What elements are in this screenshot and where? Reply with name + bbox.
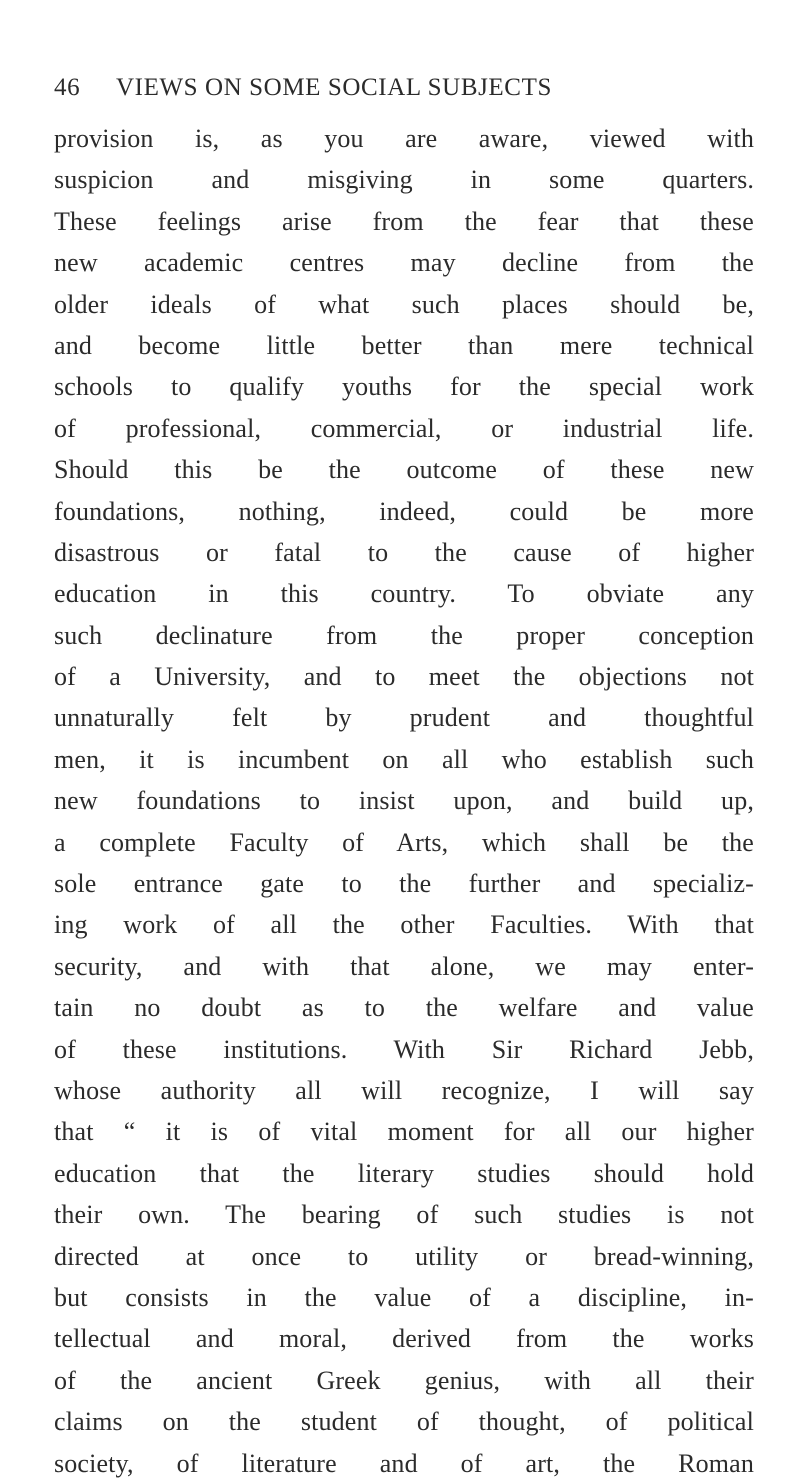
- text-line: directed at once to utility or bread-winning,: [54, 1241, 754, 1271]
- text-line: of professional, commercial, or industrial life.: [54, 413, 754, 443]
- text-line: new foundations to insist upon, and build up,: [54, 786, 754, 816]
- text-line: older ideals of what such places should be,: [54, 289, 754, 319]
- text-line: disastrous or fatal to the cause of higher: [54, 537, 754, 567]
- running-head: [54, 74, 754, 108]
- text-line: schools to qualify youths for the special work: [54, 372, 754, 402]
- text-line: These feelings arise from the fear that these: [54, 206, 754, 236]
- text-line: of these institutions. With Sir Richard Jebb,: [54, 1034, 754, 1064]
- page-number: 46: [54, 74, 81, 101]
- text-line: suspicion and misgiving in some quarters.: [54, 165, 754, 195]
- text-line: and become little better than mere technical: [54, 330, 754, 360]
- text-line: their own. The bearing of such studies is not: [54, 1200, 754, 1230]
- text-line: claims on the student of thought, of political: [54, 1407, 754, 1437]
- text-line: education in this country. To obviate any: [54, 579, 754, 609]
- text-line: ing work of all the other Faculties. With that: [54, 910, 754, 940]
- text-line: provision is, as you are aware, viewed with: [54, 124, 754, 153]
- text-line: tain no doubt as to the welfare and value: [54, 993, 754, 1023]
- text-line: men, it is incumbent on all who establish such: [54, 744, 754, 774]
- text-line: society, of literature and of art, the Roman: [54, 1448, 754, 1478]
- text-line: education that the literary studies should hold: [54, 1158, 754, 1188]
- text-line: but consists in the value of a discipline, in-: [54, 1282, 754, 1312]
- text-line: whose authority all will recognize, I will say: [54, 1075, 754, 1105]
- text-line: new academic centres may decline from the: [54, 248, 754, 278]
- text-line: such declinature from the proper conception: [54, 620, 754, 650]
- text-line: a complete Faculty of Arts, which shall be the: [54, 827, 754, 857]
- text-line: of a University, and to meet the objections not: [54, 662, 754, 692]
- text-line: sole entrance gate to the further and specializ-: [54, 869, 754, 899]
- text-line: foundations, nothing, indeed, could be more: [54, 496, 754, 526]
- text-line: security, and with that alone, we may enter-: [54, 951, 754, 981]
- text-line: Should this be the outcome of these new: [54, 455, 754, 485]
- text-line: unnaturally felt by prudent and thoughtful: [54, 703, 754, 733]
- text-line: that “ it is of vital moment for all our higher: [54, 1117, 754, 1147]
- text-line: of the ancient Greek genius, with all their: [54, 1365, 754, 1395]
- running-title: VIEWS ON SOME SOCIAL SUBJECTS: [116, 74, 552, 101]
- body-text: [54, 118, 754, 1484]
- text-line: tellectual and moral, derived from the works: [54, 1324, 754, 1354]
